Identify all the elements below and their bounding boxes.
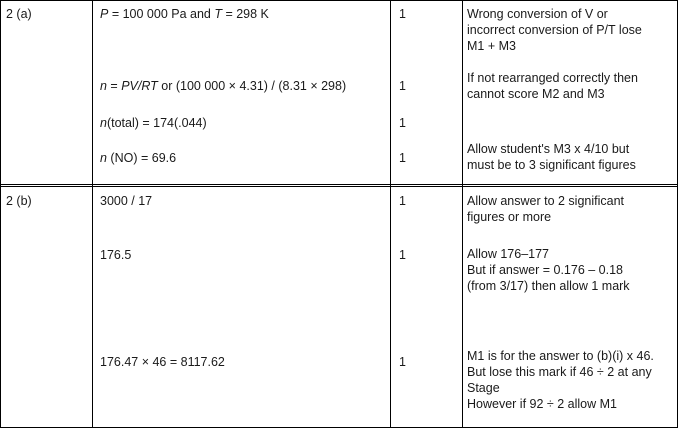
answer-segment: (NO) = 69.6 (106, 151, 177, 165)
answer-segment: = 298 K (221, 7, 269, 21)
italic-variable: n (100, 151, 107, 165)
note-line: incorrect conversion of P/T lose (467, 23, 642, 37)
answer-segment: (total) = 174(.044) (106, 116, 207, 130)
answer-text (100, 150, 176, 166)
guidance-note (467, 246, 667, 294)
guidance-note (467, 348, 667, 412)
mark-value: 1 (399, 355, 406, 369)
mark-value: 1 (399, 248, 406, 262)
table-top-border (0, 0, 678, 1)
guidance-note (467, 70, 667, 102)
note-line: Allow student's M3 x 4/10 but (467, 142, 630, 156)
column-divider (390, 0, 391, 428)
note-line: M1 is for the answer to (b)(i) x 46. (467, 349, 654, 363)
note-line: Allow answer to 2 significant (467, 194, 625, 208)
guidance-note (467, 193, 667, 225)
italic-variable: n (100, 79, 107, 93)
italic-variable: n (100, 116, 107, 130)
mark-value: 1 (399, 194, 406, 208)
answer-text (100, 247, 131, 263)
table-left-border (0, 0, 1, 428)
question-number: 2 (a) (6, 7, 32, 21)
italic-variable: P (100, 7, 109, 21)
answer-segment: 176.5 (100, 248, 132, 262)
note-line: But if answer = 0.176 – 0.18 (467, 263, 624, 277)
column-divider (92, 0, 93, 428)
note-line: M1 + M3 (467, 39, 516, 53)
note-line: cannot score M2 and M3 (467, 87, 605, 101)
answer-text (100, 115, 207, 131)
note-line: Allow 176–177 (467, 247, 550, 261)
question-number: 2 (b) (6, 194, 32, 208)
note-line: Wrong conversion of V or (467, 7, 608, 21)
note-line: must be to 3 significant figures (467, 158, 636, 172)
answer-segment: or (100 000 × 4.31) / (8.31 × 298) (157, 79, 347, 93)
mark-value: 1 (399, 116, 406, 130)
answer-text (100, 354, 225, 370)
answer-segment: 3000 / 17 (100, 194, 153, 208)
mark-value: 1 (399, 151, 406, 165)
note-line: (from 3/17) then allow 1 mark (467, 279, 630, 293)
note-line: However if 92 ÷ 2 allow M1 (467, 397, 617, 411)
row-divider (0, 184, 678, 187)
italic-variable: PV/RT (121, 79, 158, 93)
note-line: But lose this mark if 46 ÷ 2 at any (467, 365, 652, 379)
answer-text (100, 78, 346, 94)
mark-value: 1 (399, 79, 406, 93)
answer-segment: = 100 000 Pa and (108, 7, 215, 21)
answer-segment: = (106, 79, 122, 93)
note-line: figures or more (467, 210, 552, 224)
note-line: If not rearranged correctly then (467, 71, 638, 85)
mark-value: 1 (399, 7, 406, 21)
guidance-note (467, 6, 667, 54)
guidance-note (467, 141, 667, 173)
answer-text (100, 6, 269, 22)
answer-text (100, 193, 152, 209)
note-line: Stage (467, 381, 500, 395)
answer-segment: 176.47 × 46 = 8117.62 (100, 355, 225, 369)
column-divider (462, 0, 463, 428)
italic-variable: T (214, 7, 222, 21)
